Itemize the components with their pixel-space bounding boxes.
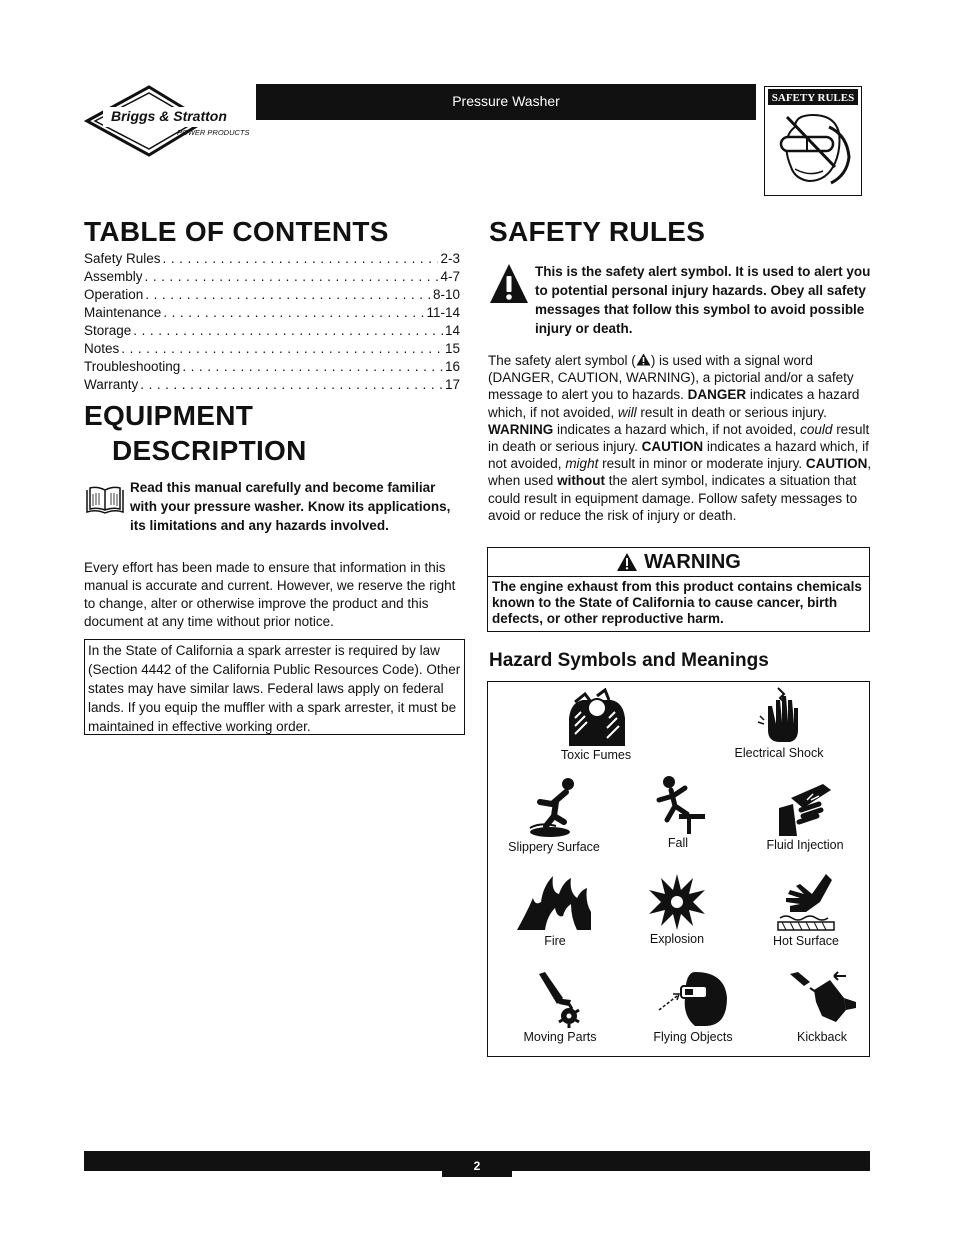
briggs-stratton-logo xyxy=(83,85,255,157)
product-name: Pressure Washer xyxy=(452,93,560,109)
open-book-icon xyxy=(84,484,126,516)
fluid-injection-icon xyxy=(773,774,837,836)
svg-text:SAFETY RULES: SAFETY RULES xyxy=(771,92,855,104)
hazard-toxic-fumes: Toxic Fumes xyxy=(548,688,644,762)
hazard-hot-surface: Hot Surface xyxy=(754,872,858,948)
toc-entry[interactable]: Maintenance . . . 11-14 xyxy=(84,304,460,322)
hazard-electrical-shock: Electrical Shock xyxy=(724,686,834,760)
california-spark-arrester-note: In the State of California a spark arrester is required by law (Section 4442 of the California Public Resources Code). Other states may have similar laws. Federal laws apply on federal lands. If you equip the muffler with a spark arrester, it must be maintained in effective working order. xyxy=(84,639,465,735)
toc-entry[interactable]: Warranty . . . 17 xyxy=(84,376,460,394)
hazard-fire: Fire xyxy=(508,872,602,948)
toc-entry[interactable]: Troubleshooting . . . 16 xyxy=(84,358,460,376)
page-number: 2 xyxy=(442,1151,512,1177)
safety-alert-note: This is the safety alert symbol. It is used to alert you to potential personal injury hazards. Obey all safety messages that follow this symbol to avoid possible injury or death. xyxy=(535,264,871,336)
safety-rules-badge xyxy=(764,86,862,196)
hazard-kickback: Kickback xyxy=(774,970,870,1044)
table-of-contents xyxy=(84,250,460,394)
warning-text: The engine exhaust from this product contains chemicals known to the State of California to cause cancer, birth defects, or other reproductive harm. xyxy=(492,579,862,626)
safety-alert-icon xyxy=(489,262,529,304)
alert-symbol-icon xyxy=(636,353,651,366)
hot-surface-icon xyxy=(776,872,836,932)
equipment-description-title: EQUIPMENT DESCRIPTION xyxy=(84,400,307,466)
svg-text:Briggs & Stratton: Briggs & Stratton xyxy=(111,108,227,124)
toxic-fumes-icon xyxy=(561,688,631,746)
toc-entry[interactable]: Assembly . . . 4-7 xyxy=(84,268,460,286)
warning-title: WARNING xyxy=(644,550,741,573)
equipment-body-text: Every effort has been made to ensure that information in this manual is accurate and current. However, we reserve the right to change, alter or otherwise improve the product and this document at any time without prior notice. xyxy=(84,560,456,629)
toc-entry[interactable]: Operation . . . 8-10 xyxy=(84,286,460,304)
fire-icon xyxy=(515,872,595,932)
fall-icon xyxy=(651,774,705,834)
hazard-moving-parts: Moving Parts xyxy=(510,970,610,1044)
warning-header xyxy=(488,548,869,577)
hazard-flying-objects: Flying Objects xyxy=(642,968,744,1044)
hazard-fluid-injection: Fluid Injection xyxy=(750,774,860,852)
flying-objects-icon xyxy=(655,968,731,1028)
kickback-icon xyxy=(786,970,858,1028)
safety-body-text: The safety alert symbol ( ) is used with a signal word (DANGER, CAUTION, WARNING), a pictorial and/or a safety message to alert you to hazards. DANGER indicates a hazard which, if not avoided, will result in death or serious injury. WARNING indicates a hazard which, if not avoided, could result in death or serious injury. CAUTION indicates a hazard which, if not avoided, might result in minor or moderate injury. CAUTION, when used without the alert symbol, indicates a situation that could result in equipment damage. Follow safety messages to avoid or reduce the risk of injury or death. xyxy=(488,353,872,523)
hazard-symbols-panel xyxy=(487,681,870,1057)
toc-entry[interactable]: Safety Rules . . . 2-3 xyxy=(84,250,460,268)
warning-icon xyxy=(616,552,638,572)
hazard-explosion: Explosion xyxy=(634,872,720,946)
warning-box xyxy=(487,547,870,632)
electrical-shock-icon xyxy=(754,686,804,744)
read-manual-note: Read this manual carefully and become familiar with your pressure washer. Know its applications, its limitations and any hazards involved. xyxy=(130,480,451,533)
hazard-symbols-title: Hazard Symbols and Meanings xyxy=(489,650,769,671)
toc-entry[interactable]: Storage . . . 14 xyxy=(84,322,460,340)
svg-text:POWER PRODUCTS: POWER PRODUCTS xyxy=(177,128,250,137)
safety-rules-title: SAFETY RULES xyxy=(489,216,706,247)
slippery-surface-icon xyxy=(526,776,582,838)
hazard-fall: Fall xyxy=(638,774,718,850)
moving-parts-icon xyxy=(535,970,585,1028)
header-bar xyxy=(256,84,756,120)
toc-entry[interactable]: Notes . . . 15 xyxy=(84,340,460,358)
hazard-slippery-surface: Slippery Surface xyxy=(502,776,606,854)
explosion-icon xyxy=(647,872,707,930)
toc-title: TABLE OF CONTENTS xyxy=(84,216,389,247)
